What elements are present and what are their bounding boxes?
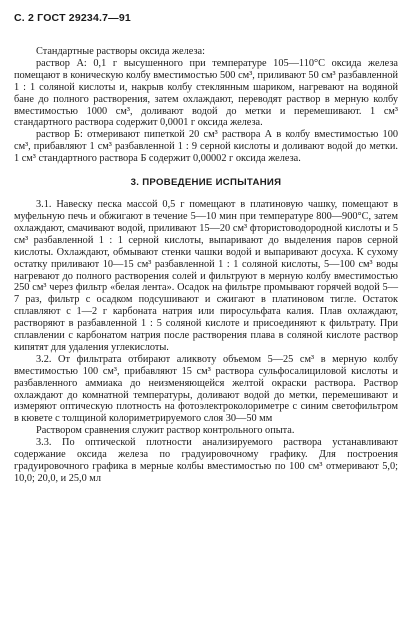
intro-title: Стандартные растворы оксида железа: xyxy=(36,46,205,57)
section-title: 3. ПРОВЕДЕНИЕ ИСПЫТАНИЯ xyxy=(130,177,282,189)
solution-b-paragraph: раствор Б: отмеривают пипеткой 20 см³ раствора А в колбу вместимостью 100 см³, прибавляют 1 см³ разбавленной 1 : 9 серной кислоты и доливают водой до метки. 1 см³ стандартного раствора Б содержит 0,00002 г оксида железа. xyxy=(14,129,398,165)
solution-a-paragraph: раствор А: 0,1 г высушенного при температуре 105—110°С оксида железа помещают в коническую колбу вместимостью 500 см³, приливают 50 см³ разбавленной 1 : 1 соляной кислоты и, накрыв колбу стеклянным шариком, нагревают на водяной бане до полного растворения, затем охлаждают, переводят раствор в мерную колбу вместимостью 1000 см³, доливают водой до метки и перемешивают. 1 см³ стандартного раствора содержит 0,0001 г оксида железа. xyxy=(14,57,398,129)
document-page xyxy=(14,12,398,485)
paragraph-3-3: 3.3. По оптической плотности анализируемого раствора устанавливают содержание оксида железа по градуировочному графику. Для построения градуировочного графика в мерные колбы вместимостью по 100 см³ отмеривают 5,0; 10,0; 20,0, и 25,0 мл xyxy=(14,437,398,484)
paragraph-3-1: 3.1. Навеску песка массой 0,5 г помещают в платиновую чашку, помещают в муфельную печь и обжигают в течение 5—10 мин при температуре 800—900°С, затем охлаждают, смачивают водой, приливают 15—20 см³ фтористоводородной кислоты и 5 см³ разбавленной 1 : 1 серной кислоты, выпаривают до выделения паров серной кислоты. Охлаждают, обмывают стенки чашки водой и выпаривают досуха. К сухому остатку приливают 10—15 см³ разбавленной 1 : 1 соляной кислоты, 5—100 см³ воды нагревают до полного растворения солей и фильтруют в мерную колбу вместимостью 250 см³ через фильтр «белая лента». Осадок на фильтре промывают горячей водой 5—7 раз, фильтр с осадком подсушивают и сжигают в платиновом тигле. Остаток сплавляют с 1—2 г карбоната натрия или пиросульфата калия. Плав охлаждают, растворяют в разбавленной 1 : 5 соляной кислоте и присоединяют к фильтрату. При сплавлении с карбонатом натрия после растворения плава в соляной кислоте раствор кипятят для удаления углекислоты. xyxy=(14,199,398,353)
page-header: С. 2 ГОСТ 29234.7—91 xyxy=(14,12,131,24)
paragraph-3-2: 3.2. От фильтрата отбирают аликвоту объемом 5—25 см³ в мерную колбу вместимостью 100 см³, прибавляют 15 см³ раствора сульфосалициловой кислоты и разбавленного аммиака до неизменяющейся желтой окраски раствора. Раствор охлаждают до комнатной температуры, доливают водой до метки, перемешивают и измеряют оптическую плотность на фотоэлектроколориметре с синим светофильтром в кювете с толщиной колориметрируемого слоя 30—50 мм xyxy=(14,353,398,425)
paragraph-3-2-reference: Раствором сравнения служит раствор контрольного опыта. xyxy=(36,425,295,437)
